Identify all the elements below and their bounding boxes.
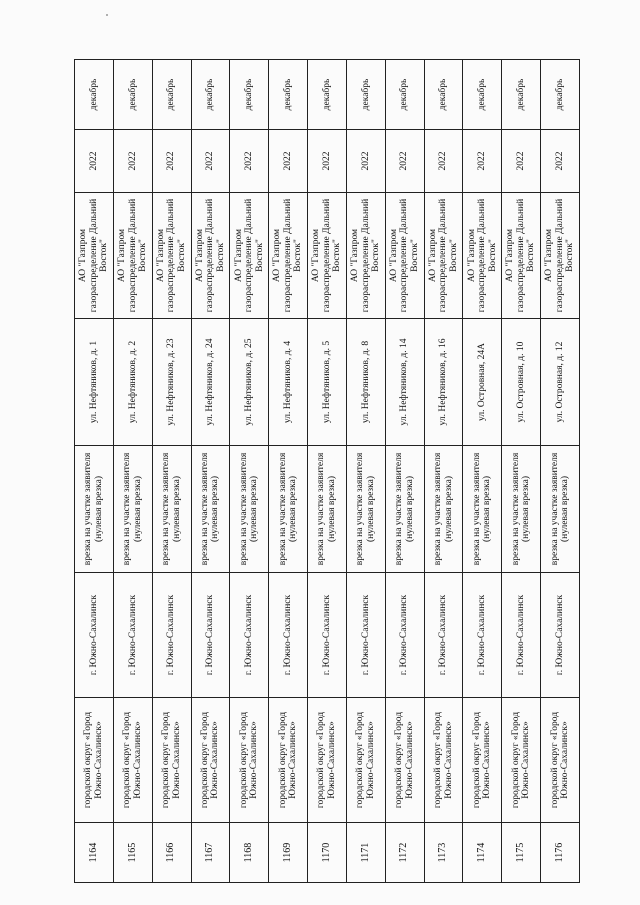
district-cell: городской округ «Город Южно-Сахалинск»	[230, 698, 269, 823]
month-cell: декабрь	[152, 60, 191, 130]
work-type-cell: врезка на участке заявителя (нулевая врезка)	[113, 446, 152, 573]
row-number: 1166	[152, 823, 191, 883]
organization-cell: АО "Газпром газораспределение Дальний Восток"	[191, 193, 230, 319]
month-cell: декабрь	[541, 60, 580, 130]
work-type-cell: врезка на участке заявителя (нулевая врезка)	[424, 446, 463, 573]
row-number: 1169	[269, 823, 308, 883]
month-cell: декабрь	[308, 60, 347, 130]
district-cell: городской округ «Город Южно-Сахалинск»	[152, 698, 191, 823]
year-cell: 2022	[152, 130, 191, 193]
district-cell: городской округ «Город Южно-Сахалинск»	[308, 698, 347, 823]
table-row	[463, 60, 502, 883]
month-cell: декабрь	[346, 60, 385, 130]
district-cell: городской округ «Город Южно-Сахалинск»	[75, 698, 114, 823]
work-type-cell: врезка на участке заявителя (нулевая врезка)	[541, 446, 580, 573]
row-number: 1165	[113, 823, 152, 883]
row-number: 1172	[385, 823, 424, 883]
year-cell: 2022	[385, 130, 424, 193]
month-cell: декабрь	[191, 60, 230, 130]
year-cell: 2022	[308, 130, 347, 193]
organization-cell: АО "Газпром газораспределение Дальний Восток"	[308, 193, 347, 319]
work-type-cell: врезка на участке заявителя (нулевая врезка)	[152, 446, 191, 573]
address-cell: ул. Нефтяников, д. 8	[346, 319, 385, 446]
organization-cell: АО "Газпром газораспределение Дальний Восток"	[541, 193, 580, 319]
city-cell: г. Южно-Сахалинск	[463, 573, 502, 698]
year-cell: 2022	[424, 130, 463, 193]
table-row	[230, 60, 269, 883]
month-cell: декабрь	[75, 60, 114, 130]
row-number: 1168	[230, 823, 269, 883]
row-number: 1170	[308, 823, 347, 883]
address-cell: ул. Островная, 24А	[463, 319, 502, 446]
row-number: 1167	[191, 823, 230, 883]
district-cell: городской округ «Город Южно-Сахалинск»	[502, 698, 541, 823]
address-cell: ул. Нефтяников, д. 4	[269, 319, 308, 446]
organization-cell: АО "Газпром газораспределение Дальний Восток"	[75, 193, 114, 319]
table-row	[308, 60, 347, 883]
district-cell: городской округ «Город Южно-Сахалинск»	[424, 698, 463, 823]
table-row	[346, 60, 385, 883]
district-cell: городской округ «Город Южно-Сахалинск»	[385, 698, 424, 823]
row-number: 1176	[541, 823, 580, 883]
work-type-cell: врезка на участке заявителя (нулевая врезка)	[308, 446, 347, 573]
row-number: 1171	[346, 823, 385, 883]
table-row	[152, 60, 191, 883]
address-cell: ул. Нефтяников, д. 1	[75, 319, 114, 446]
rotated-page	[74, 60, 580, 883]
organization-cell: АО "Газпром газораспределение Дальний Восток"	[269, 193, 308, 319]
district-cell: городской округ «Город Южно-Сахалинск»	[346, 698, 385, 823]
month-cell: декабрь	[463, 60, 502, 130]
city-cell: г. Южно-Сахалинск	[152, 573, 191, 698]
month-cell: декабрь	[424, 60, 463, 130]
year-cell: 2022	[113, 130, 152, 193]
table-row	[269, 60, 308, 883]
city-cell: г. Южно-Сахалинск	[75, 573, 114, 698]
organization-cell: АО "Газпром газораспределение Дальний Восток"	[152, 193, 191, 319]
city-cell: г. Южно-Сахалинск	[424, 573, 463, 698]
work-type-cell: врезка на участке заявителя (нулевая врезка)	[75, 446, 114, 573]
row-number: 1173	[424, 823, 463, 883]
year-cell: 2022	[346, 130, 385, 193]
table-row	[113, 60, 152, 883]
year-cell: 2022	[502, 130, 541, 193]
city-cell: г. Южно-Сахалинск	[230, 573, 269, 698]
month-cell: декабрь	[113, 60, 152, 130]
work-type-cell: врезка на участке заявителя (нулевая врезка)	[385, 446, 424, 573]
table-row	[424, 60, 463, 883]
month-cell: декабрь	[230, 60, 269, 130]
month-cell: декабрь	[502, 60, 541, 130]
city-cell: г. Южно-Сахалинск	[346, 573, 385, 698]
scan-speck	[106, 14, 108, 16]
organization-cell: АО "Газпром газораспределение Дальний Восток"	[463, 193, 502, 319]
city-cell: г. Южно-Сахалинск	[269, 573, 308, 698]
district-cell: городской округ «Город Южно-Сахалинск»	[269, 698, 308, 823]
address-cell: ул. Нефтяников, д. 14	[385, 319, 424, 446]
work-type-cell: врезка на участке заявителя (нулевая врезка)	[269, 446, 308, 573]
address-cell: ул. Островная, д. 10	[502, 319, 541, 446]
district-cell: городской округ «Город Южно-Сахалинск»	[541, 698, 580, 823]
district-cell: городской округ «Город Южно-Сахалинск»	[113, 698, 152, 823]
table-row	[191, 60, 230, 883]
work-type-cell: врезка на участке заявителя (нулевая врезка)	[346, 446, 385, 573]
address-cell: ул. Нефтяников, д. 24	[191, 319, 230, 446]
organization-cell: АО "Газпром газораспределение Дальний Восток"	[385, 193, 424, 319]
city-cell: г. Южно-Сахалинск	[541, 573, 580, 698]
year-cell: 2022	[191, 130, 230, 193]
organization-cell: АО "Газпром газораспределение Дальний Восток"	[502, 193, 541, 319]
month-cell: декабрь	[269, 60, 308, 130]
gas-connection-table	[74, 59, 580, 883]
year-cell: 2022	[75, 130, 114, 193]
city-cell: г. Южно-Сахалинск	[113, 573, 152, 698]
year-cell: 2022	[463, 130, 502, 193]
district-cell: городской округ «Город Южно-Сахалинск»	[463, 698, 502, 823]
work-type-cell: врезка на участке заявителя (нулевая врезка)	[463, 446, 502, 573]
address-cell: ул. Нефтяников, д. 16	[424, 319, 463, 446]
address-cell: ул. Нефтяников, д. 2	[113, 319, 152, 446]
year-cell: 2022	[269, 130, 308, 193]
work-type-cell: врезка на участке заявителя (нулевая врезка)	[502, 446, 541, 573]
table-body	[75, 60, 580, 883]
table-row	[385, 60, 424, 883]
year-cell: 2022	[541, 130, 580, 193]
address-cell: ул. Нефтяников, д. 25	[230, 319, 269, 446]
city-cell: г. Южно-Сахалинск	[308, 573, 347, 698]
city-cell: г. Южно-Сахалинск	[191, 573, 230, 698]
organization-cell: АО "Газпром газораспределение Дальний Восток"	[230, 193, 269, 319]
city-cell: г. Южно-Сахалинск	[385, 573, 424, 698]
row-number: 1164	[75, 823, 114, 883]
year-cell: 2022	[230, 130, 269, 193]
row-number: 1175	[502, 823, 541, 883]
row-number: 1174	[463, 823, 502, 883]
city-cell: г. Южно-Сахалинск	[502, 573, 541, 698]
address-cell: ул. Островная, д. 12	[541, 319, 580, 446]
organization-cell: АО "Газпром газораспределение Дальний Восток"	[346, 193, 385, 319]
table-row	[502, 60, 541, 883]
month-cell: декабрь	[385, 60, 424, 130]
organization-cell: АО "Газпром газораспределение Дальний Восток"	[113, 193, 152, 319]
table-row	[541, 60, 580, 883]
district-cell: городской округ «Город Южно-Сахалинск»	[191, 698, 230, 823]
table-row	[75, 60, 114, 883]
address-cell: ул. Нефтяников, д. 23	[152, 319, 191, 446]
work-type-cell: врезка на участке заявителя (нулевая врезка)	[230, 446, 269, 573]
work-type-cell: врезка на участке заявителя (нулевая врезка)	[191, 446, 230, 573]
organization-cell: АО "Газпром газораспределение Дальний Восток"	[424, 193, 463, 319]
address-cell: ул. Нефтяников, д. 5	[308, 319, 347, 446]
